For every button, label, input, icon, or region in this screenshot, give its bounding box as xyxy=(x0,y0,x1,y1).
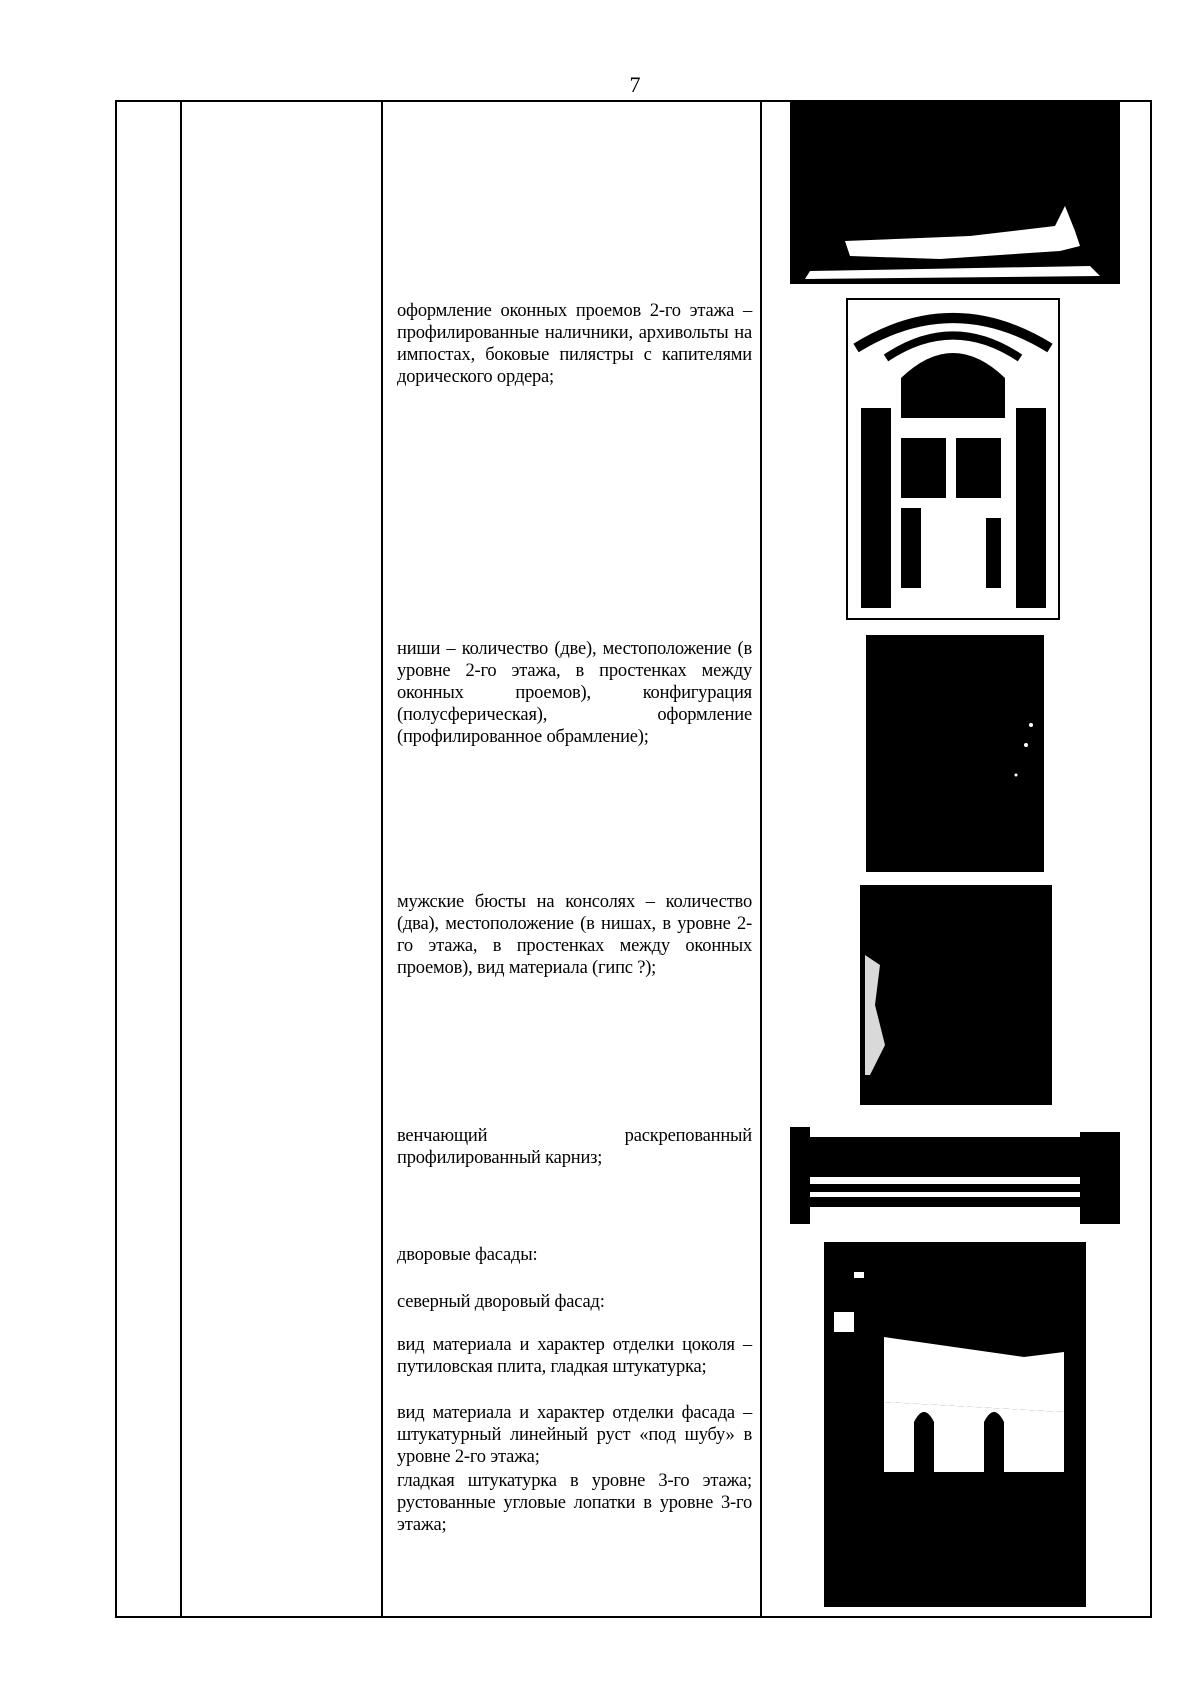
third-floor-finish-text: гладкая штукатурка в уровне 3-го этажа; рустованные угловые лопатки в уровне 3-го этажа; xyxy=(397,1471,752,1535)
table-col-divider-3 xyxy=(760,101,762,1618)
facade-finish-text: вид материала и характер отделки фасада – штукатурный линейный руст «под шубу» в уровне 2-го этажа; xyxy=(397,1403,752,1467)
busts-text: мужские бюсты на консолях – количество (два), местоположение (в нишах, в уровне 2-го этажа, в простенках между оконных проемов), вид материала (гипс ?); xyxy=(397,892,752,978)
plinth-finish-text: вид материала и характер отделки цоколя – путиловская плита, гладкая штукатурка; xyxy=(397,1335,752,1377)
niches-text: ниши – количество (две), местоположение (в уровне 2-го этажа, в простенках между оконных проемов), конфигурация (полусферическая), оформление (профилированное обрамление); xyxy=(397,639,752,747)
window-arch-photo xyxy=(846,298,1060,620)
table-col-divider-1 xyxy=(180,101,182,1618)
table-border-bottom xyxy=(115,1616,1152,1618)
courtyard-subheading: северный дворовый фасад: xyxy=(397,1292,605,1312)
facade-top-photo xyxy=(790,101,1120,284)
cornice-photo xyxy=(790,1122,1120,1224)
table-border-left xyxy=(115,101,117,1618)
table-col-divider-2 xyxy=(381,101,383,1618)
cornice-text: венчающий раскрепованный профилированный карниз; xyxy=(397,1126,752,1168)
window-decoration-text: оформление оконных проемов 2-го этажа – профилированные наличники, архивольты на импостах, боковые пилястры с капителями дорического ордера; xyxy=(397,301,752,387)
table-border-right xyxy=(1150,101,1152,1618)
page-number: 7 xyxy=(629,72,641,97)
courtyard-facade-photo xyxy=(824,1242,1086,1607)
niche-photo xyxy=(866,635,1044,872)
courtyard-heading: дворовые фасады: xyxy=(397,1245,538,1265)
bust-photo xyxy=(860,885,1052,1105)
